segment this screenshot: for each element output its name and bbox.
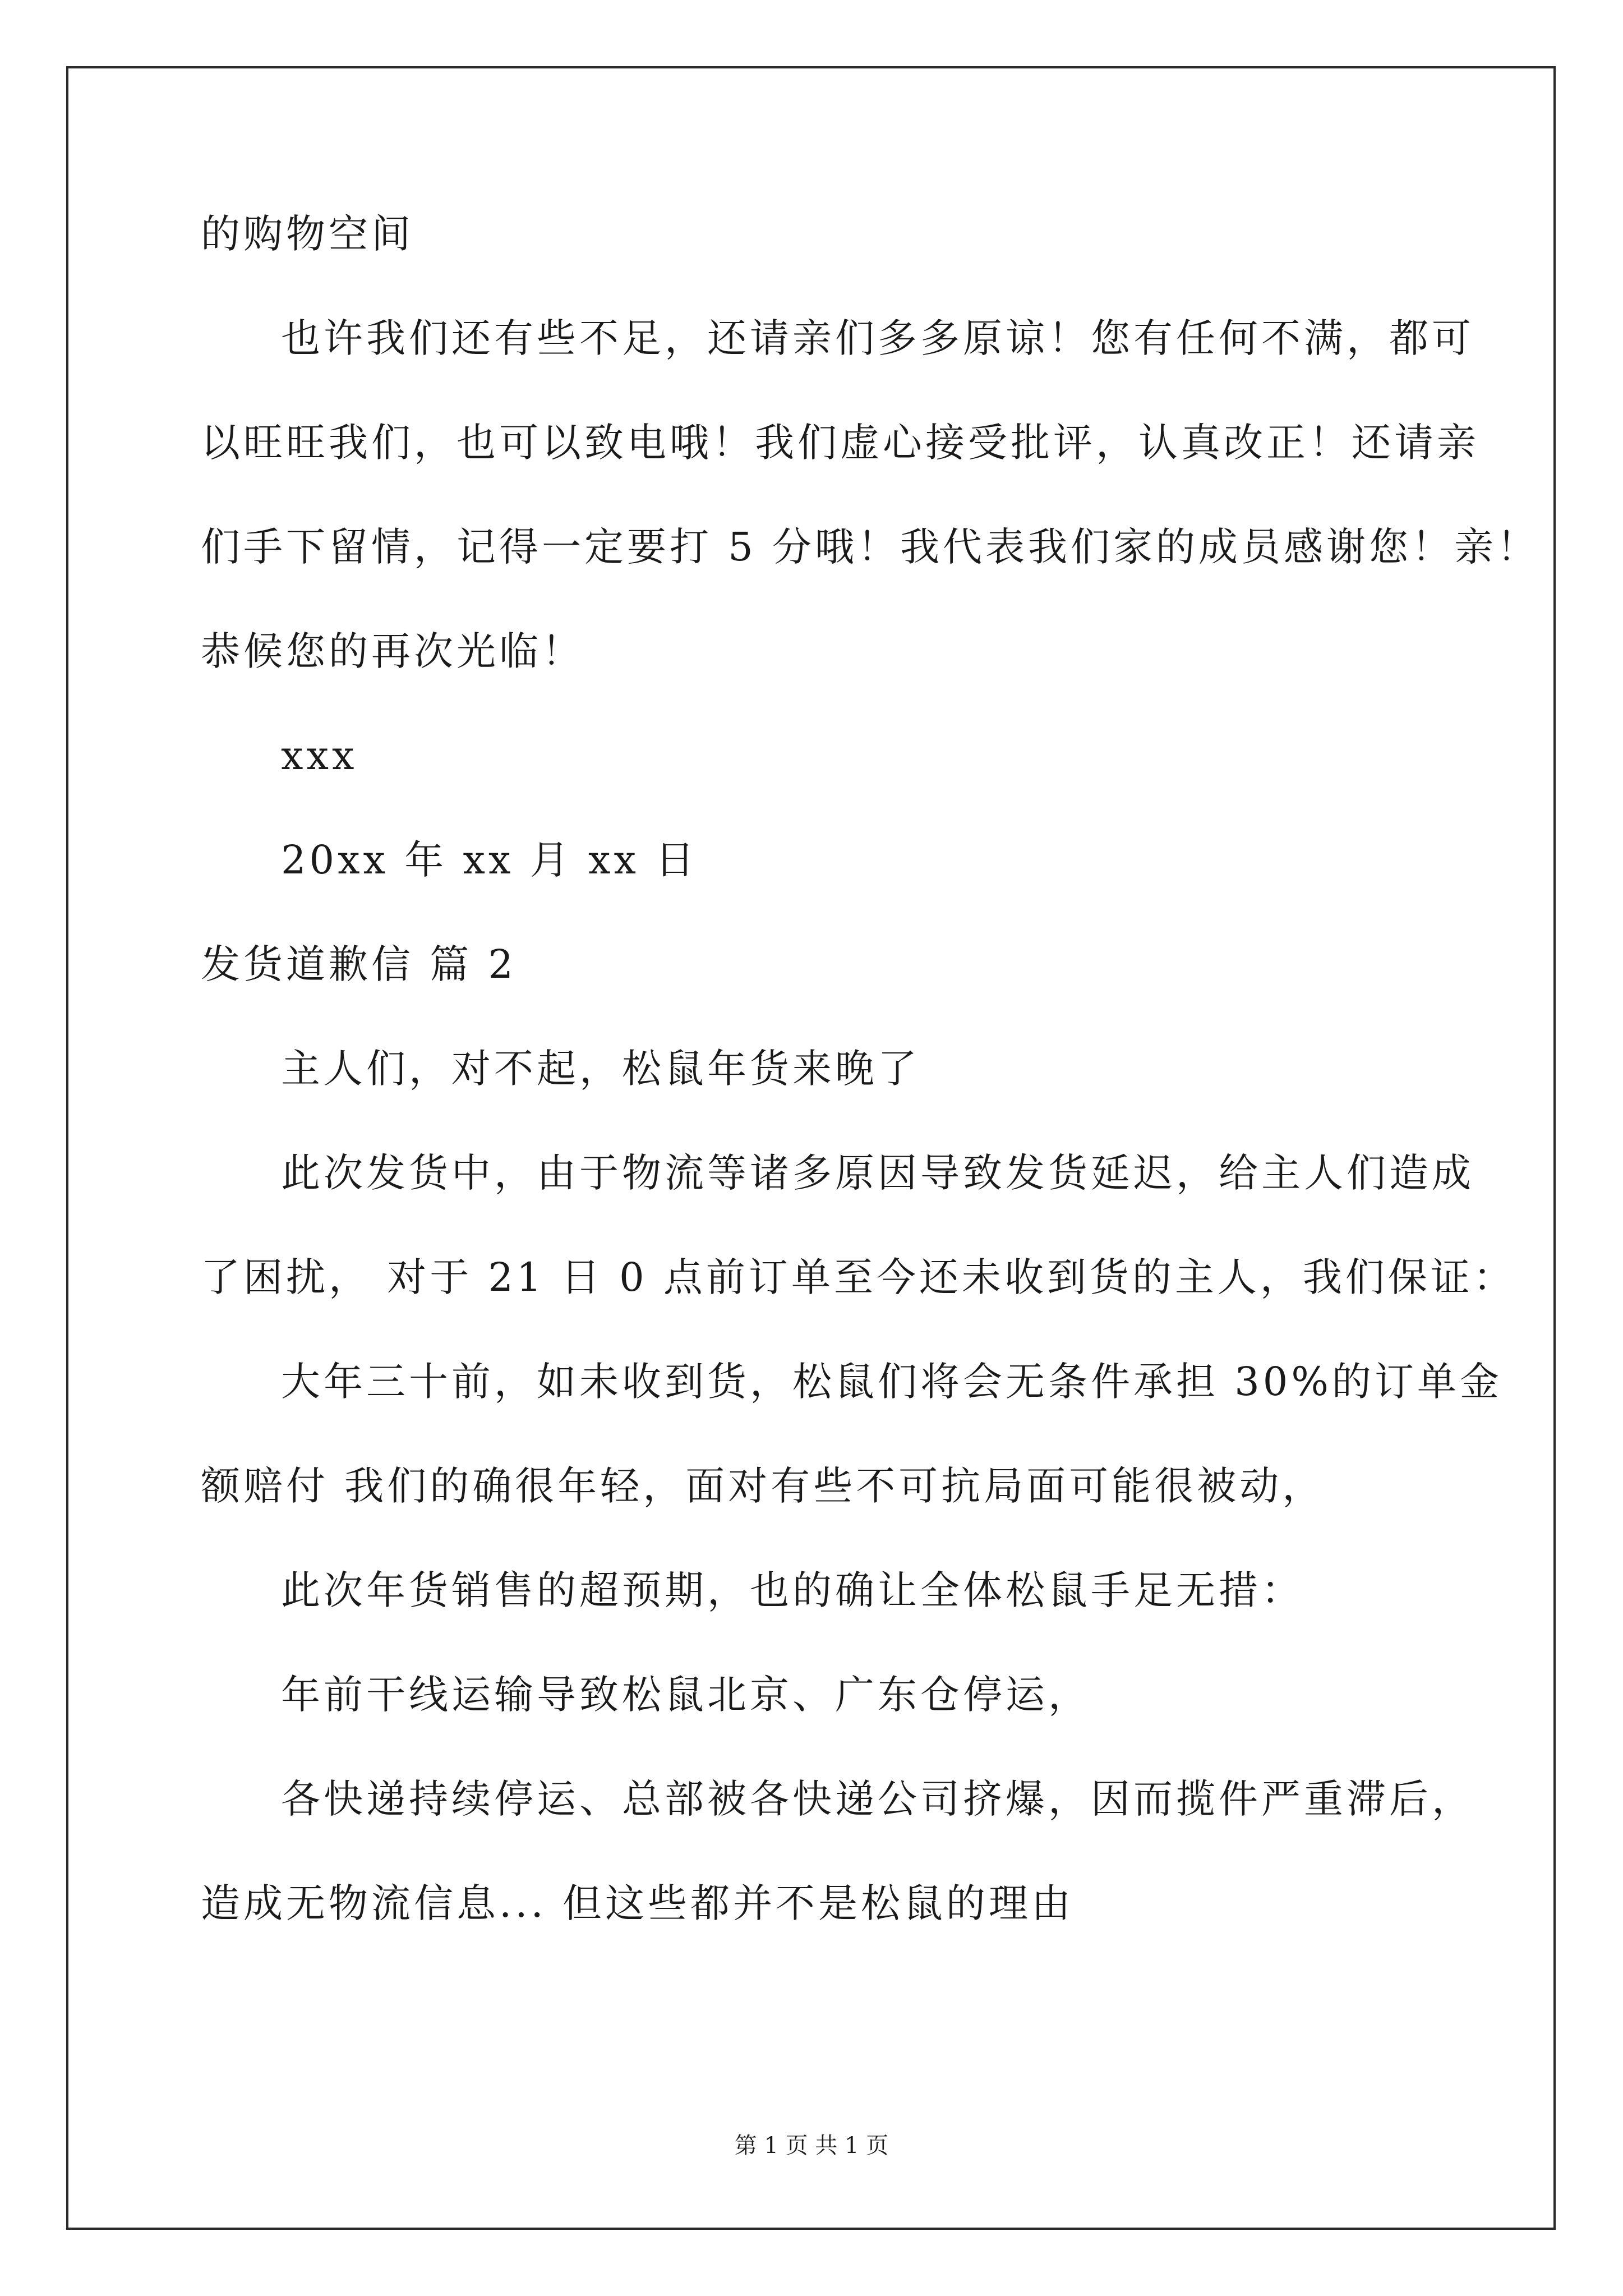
text-line: 恭候您的再次光临！ xyxy=(201,628,584,674)
section-heading: 发货道歉信 篇 2 xyxy=(201,941,517,987)
text-line: 此次年货销售的超预期，也的确让全体松鼠手足无措： xyxy=(281,1567,1304,1613)
text-line: 了困扰， 对于 21 日 0 点前订单至今还未收到货的主人，我们保证： xyxy=(201,1254,1516,1300)
page-footer: 第 1 页 共 1 页 xyxy=(734,2133,889,2159)
text-line: 的购物空间 xyxy=(201,211,414,257)
text-line: 年前干线运输导致松鼠北京、广东仓停运， xyxy=(281,1672,1091,1718)
text-line: 各快递持续停运、总部被各快递公司挤爆，因而揽件严重滞后， xyxy=(281,1776,1474,1822)
text-line: 主人们，对不起，松鼠年货来晚了 xyxy=(281,1046,920,1092)
text-line: 以旺旺我们，也可以致电哦！我们虚心接受批评，认真改正！还请亲 xyxy=(201,420,1479,466)
text-line: 造成无物流信息... 但这些都并不是松鼠的理由 xyxy=(201,1880,1075,1926)
text-line: 也许我们还有些不足，还请亲们多多原谅！您有任何不满，都可 xyxy=(281,315,1474,361)
signature: xxx xyxy=(281,733,358,779)
date-line: 20xx 年 xx 月 xx 日 xyxy=(281,837,698,883)
text-line: 此次发货中，由于物流等诸多原因导致发货延迟，给主人们造成 xyxy=(281,1150,1474,1196)
text-line: 们手下留情，记得一定要打 5 分哦！我代表我们家的成员感谢您！亲！ xyxy=(201,524,1540,570)
text-line: 大年三十前，如未收到货，松鼠们将会无条件承担 30%的订单金 xyxy=(281,1359,1502,1405)
text-line: 额赔付 我们的确很年轻，面对有些不可抗局面可能很被动， xyxy=(201,1463,1325,1509)
